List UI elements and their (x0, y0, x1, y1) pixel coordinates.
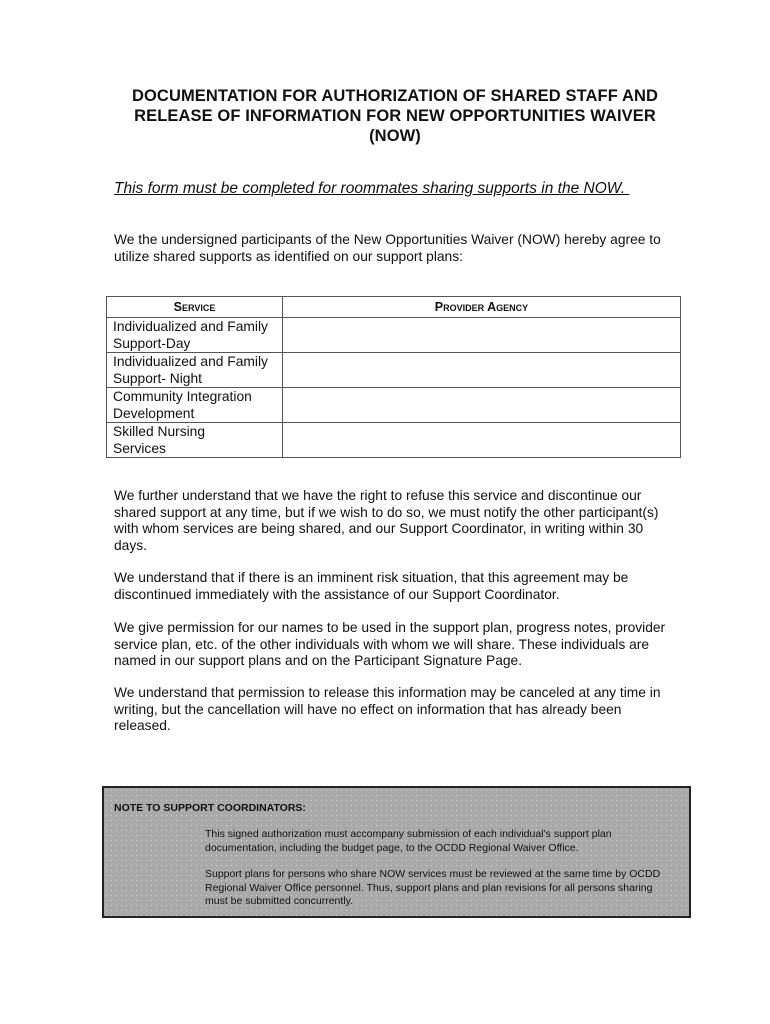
service-name-line2: Support- Night (113, 371, 202, 386)
title-line-2: RELEASE OF INFORMATION FOR NEW OPPORTUNITIES WAIVER (134, 107, 656, 125)
title-line-1: DOCUMENTATION FOR AUTHORIZATION OF SHARED STAFF AND (131, 87, 659, 105)
support-coordinator-note (102, 786, 691, 918)
risk-paragraph: We understand that if there is an imminent risk situation, that this agreement may be discontinued immediately with the assistance of our Support Coordinator. (114, 570, 629, 602)
service-cell (107, 318, 283, 353)
header-service: Service (107, 297, 283, 318)
table-row (107, 423, 681, 458)
note-heading: NOTE TO SUPPORT COORDINATORS: (114, 802, 306, 814)
header-provider-agency: Provider Agency (283, 297, 681, 318)
provider-agency-field[interactable] (283, 318, 681, 353)
provider-agency-field[interactable] (283, 423, 681, 458)
table-row (107, 318, 681, 353)
note-paragraph-2: Support plans for persons who share NOW services must be reviewed at the same time by OCDD Regional Waiver Office personnel. Thus, support plans and plan revisions for all persons sharing must be submitted concurrently. (205, 868, 661, 907)
table-row (107, 388, 681, 423)
service-cell (107, 423, 283, 458)
provider-agency-field[interactable] (283, 353, 681, 388)
provider-agency-field[interactable] (283, 388, 681, 423)
permission-paragraph: We give permission for our names to be used in the support plan, progress notes, provider service plan, etc. of the other individuals with whom we will share. These individuals are named in our support plans and on the Participant Signature Page. (114, 620, 666, 668)
service-name-line1: Individualized and Family (113, 319, 268, 334)
service-cell (107, 353, 283, 388)
intro-paragraph: We the undersigned participants of the New Opportunities Waiver (NOW) hereby agree to utilize shared supports as identified on our support plans: (114, 232, 661, 264)
service-name-line2: Support-Day (113, 336, 191, 351)
service-name-line1: Skilled Nursing (113, 424, 206, 439)
table-header-row (107, 297, 681, 318)
title-line-3: (NOW) (369, 127, 421, 145)
service-name-line2: Services (113, 441, 166, 456)
services-table (106, 296, 681, 458)
service-name-line1: Individualized and Family (113, 354, 268, 369)
form-instruction: This form must be completed for roommates sharing supports in the NOW. (114, 180, 630, 197)
refuse-paragraph: We further understand that we have the right to refuse this service and discontinue our shared support at any time, but if we wish to do so, we must notify the other participant(s) with whom services are being shared, and our Support Coordinator, in writing within 30 days. (114, 488, 659, 553)
service-cell (107, 388, 283, 423)
cancellation-paragraph: We understand that permission to release this information may be canceled at any time in writing, but the cancellation will have no effect on information that has already been released. (114, 685, 661, 733)
service-name-line2: Development (113, 406, 195, 421)
document-title (100, 86, 690, 146)
table-row (107, 353, 681, 388)
service-name-line1: Community Integration (113, 389, 252, 404)
note-paragraph-1: This signed authorization must accompany submission of each individual’s support plan documentation, including the budget page, to the OCDD Regional Waiver Office. (205, 828, 612, 854)
